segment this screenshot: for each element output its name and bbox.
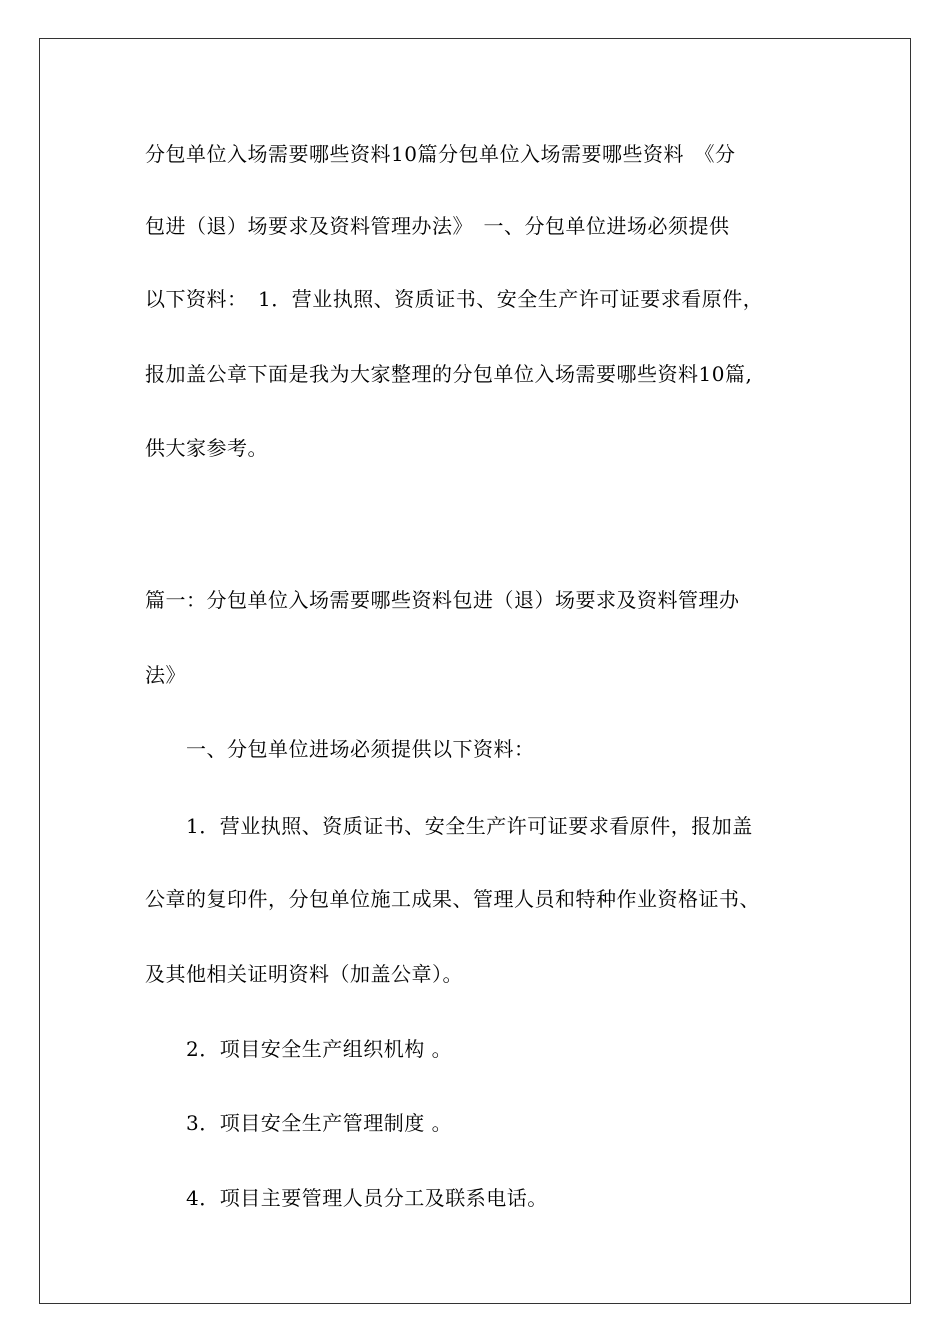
intro-line-2: 包进（退）场要求及资料管理办法》 一、分包单位进场必须提供 [145, 214, 730, 238]
item-3: 3．项目安全生产管理制度 。 [186, 1111, 453, 1135]
item-1-line-2: 公章的复印件，分包单位施工成果、管理人员和特种作业资格证书、 [145, 887, 760, 911]
item-4: 4．项目主要管理人员分工及联系电话。 [186, 1186, 548, 1210]
intro-line-3: 以下资料： 1．营业执照、资质证书、安全生产许可证要求看原件， [145, 287, 764, 311]
intro-line-4: 报加盖公章下面是我为大家整理的分包单位入场需要哪些资料10篇, [145, 362, 753, 386]
subheading: 一、分包单位进场必须提供以下资料： [186, 737, 535, 761]
section-heading-line-2: 法》 [145, 663, 186, 687]
item-1-line-1: 1．营业执照、资质证书、安全生产许可证要求看原件，报加盖 [186, 814, 753, 838]
item-2: 2．项目安全生产组织机构 。 [186, 1037, 453, 1061]
intro-line-1: 分包单位入场需要哪些资料10篇分包单位入场需要哪些资料 《分 [145, 142, 736, 166]
section-heading-line-1: 篇一：分包单位入场需要哪些资料包进（退）场要求及资料管理办 [145, 588, 740, 612]
intro-line-5: 供大家参考。 [145, 436, 268, 460]
item-1-line-3: 及其他相关证明资料（加盖公章）。 [145, 962, 463, 986]
